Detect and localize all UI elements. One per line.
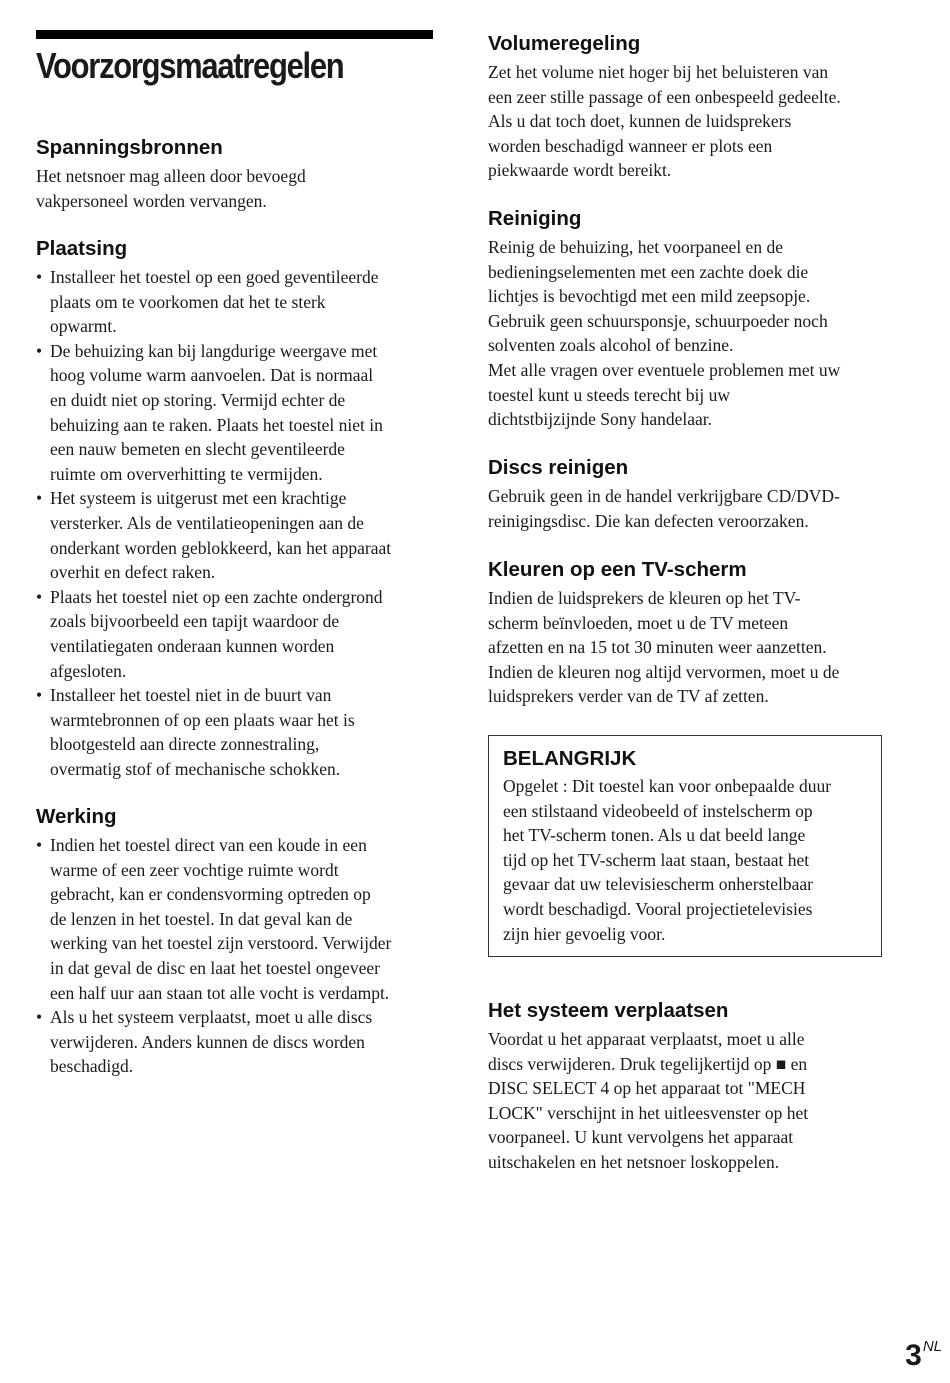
section-verplaatsen: [488, 998, 893, 1175]
section-plaatsing: [36, 236, 436, 781]
bullet-item: • De behuizing kan bij langdurige weergave met hoog volume warm aanvoelen. Dat is normaal en duidt niet op storing. Vermijd echter de behuizing aan te raken. Plaats het toestel niet in een nauw bemeten en slecht geventileerde ruimte om oververhitting te vermijden.: [36, 339, 436, 487]
section-heading: Spanningsbronnen: [36, 136, 223, 159]
section-heading: Volumeregeling: [488, 32, 641, 55]
section-text: Reinig de behuizing, het voorpaneel en de bedieningselementen met een zachte doek die lichtjes is bevochtigd met een mild zeepsopje. Gebruik geen schuursponsje, schuurpoeder noch solventen zoals alcohol of benzine. Met alle vragen over eventuele problemen met uw toestel kunt u steeds terecht bij uw dichtstbijzijnde Sony handelaar.: [488, 237, 841, 430]
bullet-item: • Installeer het toestel op een goed geventileerde plaats om te voorkomen dat het te sterk opwarmt.: [36, 265, 436, 339]
section-volumeregeling: [488, 31, 893, 183]
notice-heading: BELANGRIJK: [503, 747, 637, 770]
section-text: Voordat u het apparaat verplaatst, moet u alle discs verwijderen. Druk tegelijkertijd op ■ en DISC SELECT 4 op het apparaat tot "MECH LOCK" verschijnt in het uitleesvenster op het voorpaneel. U kunt vervolgens het apparaat uitschakelen en het netsnoer loskoppelen.: [488, 1029, 809, 1172]
section-spanningsbronnen: [36, 135, 436, 213]
bullet-item: • Installeer het toestel niet in de buurt van warmtebronnen of op een plaats waar het is blootgesteld aan directe zonnestraling, overmatig stof of mechanische schokken.: [36, 683, 436, 781]
bullet-list: [36, 833, 436, 1079]
section-heading: Kleuren op een TV-scherm: [488, 558, 747, 581]
section-heading: Het systeem verplaatsen: [488, 999, 729, 1022]
section-reiniging: [488, 206, 893, 432]
important-notice-box: [488, 735, 882, 957]
section-heading: Reiniging: [488, 207, 582, 230]
section-discs-reinigen: [488, 455, 893, 533]
page-title: Voorzorgsmaatregelen: [36, 45, 344, 86]
page-number: [905, 1338, 942, 1373]
section-heading: Discs reinigen: [488, 456, 629, 479]
notice-text: Opgelet : Dit toestel kan voor onbepaalde duur een stilstaand videobeeld of instelscherm op het TV-scherm tonen. Als u dat beeld lange tijd op het TV-scherm laat staan, bestaat het gevaar dat uw televisiescherm onherstelbaar wordt beschadigd. Vooral projectietelevisies zijn hier gevoelig voor.: [503, 776, 832, 944]
bullet-item: • Als u het systeem verplaatst, moet u alle discs verwijderen. Anders kunnen de discs worden beschadigd.: [36, 1005, 436, 1079]
bullet-item: • Indien het toestel direct van een koude in een warme of een zeer vochtige ruimte wordt gebracht, kan er condensvorming optreden op de lenzen in het toestel. In dat geval kan de werking van het toestel zijn verstoord. Verwijder in dat geval de disc en laat het toestel ongeveer een half uur aan staan tot alle vocht is verdampt.: [36, 833, 436, 1005]
bullet-list: [36, 265, 436, 781]
section-heading: Werking: [36, 805, 117, 828]
bullet-item: • Het systeem is uitgerust met een krachtige versterker. Als de ventilatieopeningen aan de onderkant worden geblokkeerd, kan het apparaat overhit en defect raken.: [36, 486, 436, 584]
section-text: Zet het volume niet hoger bij het beluisteren van een zeer stille passage of een onbespeeld gedeelte. Als u dat toch doet, kunnen de luidsprekers worden beschadigd wanneer er plots een piekwaarde wordt bereikt.: [488, 62, 841, 181]
page-number-suffix: NL: [922, 1338, 942, 1355]
section-heading: Plaatsing: [36, 237, 128, 260]
page-number-value: 3: [905, 1339, 922, 1372]
section-text: Het netsnoer mag alleen door bevoegd vakpersoneel worden vervangen.: [36, 166, 306, 211]
title-rule: [36, 30, 433, 39]
section-werking: [36, 804, 436, 1079]
section-text: Gebruik geen in de handel verkrijgbare CD/DVD- reinigingsdisc. Die kan defecten veroorzaken.: [488, 486, 840, 531]
section-text: Indien de luidsprekers de kleuren op het TV- scherm beïnvloeden, moet u de TV meteen afzetten en na 15 tot 30 minuten weer aanzetten. Indien de kleuren nog altijd vervormen, moet u de luidsprekers verder van de TV af zetten.: [488, 588, 840, 707]
section-kleuren: [488, 557, 893, 709]
bullet-item: • Plaats het toestel niet op een zachte ondergrond zoals bijvoorbeeld een tapijt waardoor de ventilatiegaten onderaan kunnen worden afgesloten.: [36, 585, 436, 683]
